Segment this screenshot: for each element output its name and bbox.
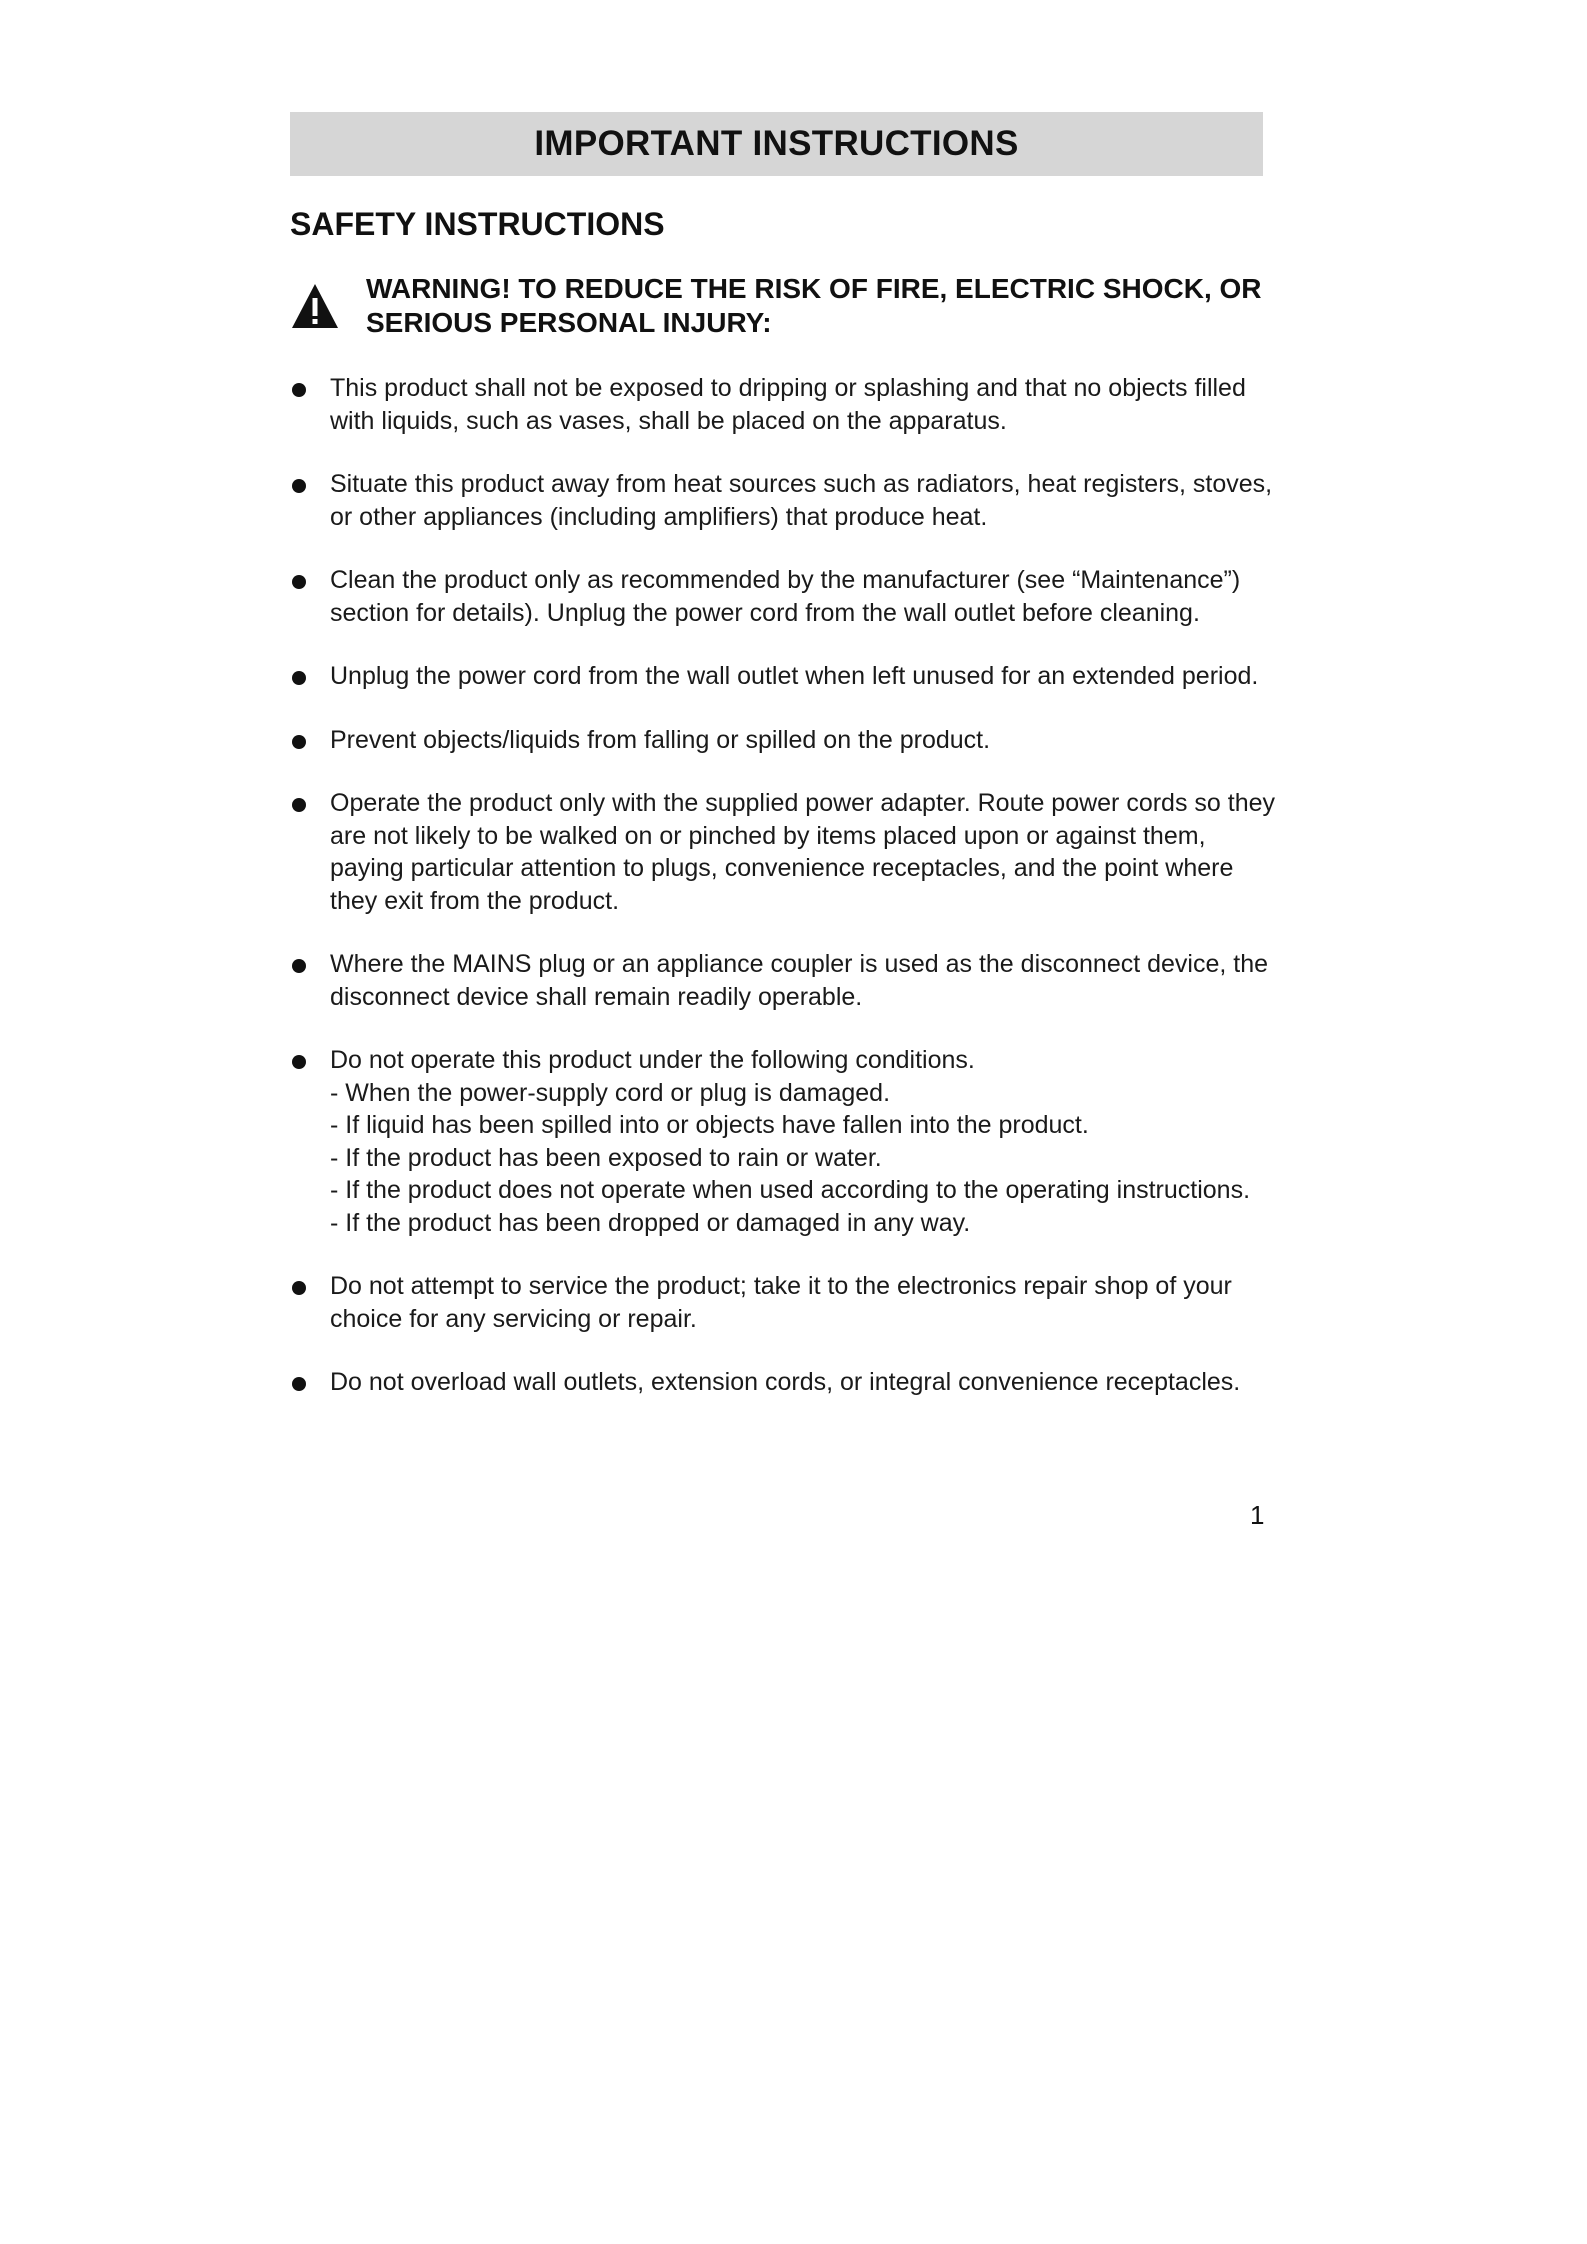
bullet-text-with-conditions xyxy=(330,1044,1280,1239)
bullet-text: Do not overload wall outlets, extension cords, or integral convenience receptacles. xyxy=(330,1368,1241,1396)
bullet-text: Do not operate this product under the following conditions. xyxy=(330,1046,975,1074)
condition-line: - If liquid has been spilled into or objects have fallen into the product. xyxy=(330,1111,1089,1139)
bullet-dot-icon xyxy=(292,798,306,812)
list-item xyxy=(290,948,1280,1013)
list-item xyxy=(290,1366,1280,1399)
bullet-text: Operate the product only with the supplied power adapter. Route power cords so they are not likely to be walked on or pinched by items placed upon or against them, paying particular attention to plugs, convenience receptacles, and the point where they exit from the product. xyxy=(330,789,1276,915)
bullet-dot-icon xyxy=(292,575,306,589)
title-banner xyxy=(290,112,1263,176)
bullet-dot-icon xyxy=(292,383,306,397)
list-item xyxy=(290,787,1280,917)
list-item xyxy=(290,660,1280,693)
bullet-dot-icon xyxy=(292,479,306,493)
bullet-text: Prevent objects/liquids from falling or spilled on the product. xyxy=(330,725,991,754)
bullet-dot-icon xyxy=(292,1281,306,1295)
bullet-text: Unplug the power cord from the wall outlet when left unused for an extended period. xyxy=(330,662,1259,690)
bullet-text: This product shall not be exposed to dripping or splashing and that no objects filled with liquids, such as vases, shall be placed on the apparatus. xyxy=(330,374,1246,435)
condition-line: - If the product does not operate when used according to the operating instructions. xyxy=(330,1176,1251,1204)
condition-line: - If the product has been dropped or damaged in any way. xyxy=(330,1208,971,1237)
bullet-text: Clean the product only as recommended by the manufacturer (see “Maintenance”) section for details). Unplug the power cord from the wall outlet before cleaning. xyxy=(330,566,1241,627)
bullet-dot-icon xyxy=(292,1377,306,1391)
warning-block xyxy=(290,272,1270,340)
bullet-dot-icon xyxy=(292,1055,306,1069)
bullet-dot-icon xyxy=(292,735,306,749)
list-item xyxy=(290,724,1280,757)
bullet-text: Where the MAINS plug or an appliance coupler is used as the disconnect device, the disconnect device shall remain readily operable. xyxy=(330,950,1269,1011)
section-heading: SAFETY INSTRUCTIONS xyxy=(290,206,665,242)
list-item xyxy=(290,1270,1280,1335)
condition-line: - If the product has been exposed to rain or water. xyxy=(330,1143,882,1172)
safety-bullet-list xyxy=(290,372,1280,1430)
page-number: 1 xyxy=(1250,1500,1265,1530)
list-item xyxy=(290,468,1280,533)
list-item xyxy=(290,372,1280,437)
warning-text: WARNING! TO REDUCE THE RISK OF FIRE, ELECTRIC SHOCK, OR SERIOUS PERSONAL INJURY: xyxy=(366,273,1262,338)
condition-line: - When the power-supply cord or plug is damaged. xyxy=(330,1078,891,1107)
bullet-dot-icon xyxy=(292,671,306,685)
bullet-text: Situate this product away from heat sources such as radiators, heat registers, stoves, or other appliances (including amplifiers) that produce heat. xyxy=(330,470,1273,531)
banner-title: IMPORTANT INSTRUCTIONS xyxy=(534,124,1019,163)
list-item xyxy=(290,564,1280,629)
warning-triangle-icon xyxy=(290,282,340,330)
bullet-dot-icon xyxy=(292,959,306,973)
bullet-text: Do not attempt to service the product; take it to the electronics repair shop of your choice for any servicing or repair. xyxy=(330,1272,1232,1333)
list-item xyxy=(290,1044,1280,1239)
